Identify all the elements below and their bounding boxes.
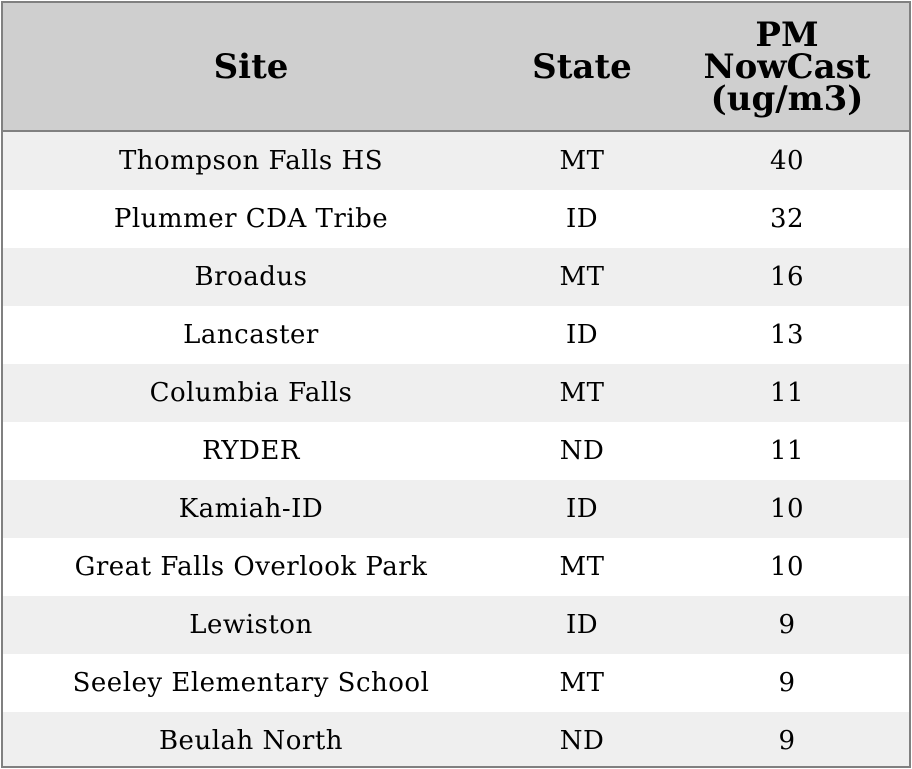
cell-state: MT bbox=[559, 262, 605, 292]
cell-site: Thompson Falls HS bbox=[118, 146, 384, 176]
cell-site: Plummer CDA Tribe bbox=[113, 204, 389, 234]
table-header-row bbox=[3, 3, 909, 132]
cell-state: ND bbox=[559, 436, 605, 466]
table-row bbox=[3, 654, 909, 712]
cell-pm-nowcast: 10 bbox=[769, 552, 805, 582]
cell-pm-nowcast: 11 bbox=[769, 378, 805, 408]
cell-pm-nowcast: 40 bbox=[769, 146, 805, 176]
cell-state: MT bbox=[559, 146, 605, 176]
table-row bbox=[3, 538, 909, 596]
cell-site: Great Falls Overlook Park bbox=[74, 552, 428, 582]
cell-site: Broadus bbox=[194, 262, 308, 292]
cell-state: ID bbox=[565, 320, 599, 350]
column-header-pm-nowcast bbox=[665, 3, 909, 130]
table-row bbox=[3, 422, 909, 480]
table-row bbox=[3, 480, 909, 538]
column-header-site-label: Site bbox=[213, 46, 289, 87]
cell-pm-nowcast: 10 bbox=[769, 494, 805, 524]
cell-pm-nowcast: 13 bbox=[769, 320, 805, 350]
cell-site: Columbia Falls bbox=[149, 378, 353, 408]
cell-state: ID bbox=[565, 610, 599, 640]
cell-state: ID bbox=[565, 204, 599, 234]
cell-site: Beulah North bbox=[158, 726, 344, 756]
cell-pm-nowcast: 9 bbox=[778, 610, 796, 640]
table-row bbox=[3, 190, 909, 248]
table-row bbox=[3, 364, 909, 422]
table-row bbox=[3, 248, 909, 306]
column-header-state-label: State bbox=[532, 46, 632, 87]
cell-site: Kamiah-ID bbox=[178, 494, 324, 524]
cell-state: MT bbox=[559, 378, 605, 408]
table-row bbox=[3, 306, 909, 364]
column-header-state bbox=[499, 3, 665, 130]
cell-site: Lancaster bbox=[183, 320, 319, 350]
cell-pm-nowcast: 11 bbox=[769, 436, 805, 466]
table-row bbox=[3, 712, 909, 768]
cell-state: ND bbox=[559, 726, 605, 756]
data-table bbox=[1, 1, 911, 768]
cell-site: RYDER bbox=[202, 436, 300, 466]
cell-state: MT bbox=[559, 552, 605, 582]
table-body bbox=[3, 132, 909, 768]
cell-pm-nowcast: 32 bbox=[769, 204, 805, 234]
cell-site: Seeley Elementary School bbox=[72, 668, 430, 698]
cell-state: MT bbox=[559, 668, 605, 698]
cell-site: Lewiston bbox=[189, 610, 313, 640]
column-header-site bbox=[3, 3, 499, 130]
column-header-pm-nowcast-label: PM NowCast (ug/m3) bbox=[703, 14, 871, 119]
cell-pm-nowcast: 9 bbox=[778, 726, 796, 756]
table-row bbox=[3, 596, 909, 654]
cell-pm-nowcast: 9 bbox=[778, 668, 796, 698]
cell-state: ID bbox=[565, 494, 599, 524]
cell-pm-nowcast: 16 bbox=[769, 262, 805, 292]
table-row bbox=[3, 132, 909, 190]
